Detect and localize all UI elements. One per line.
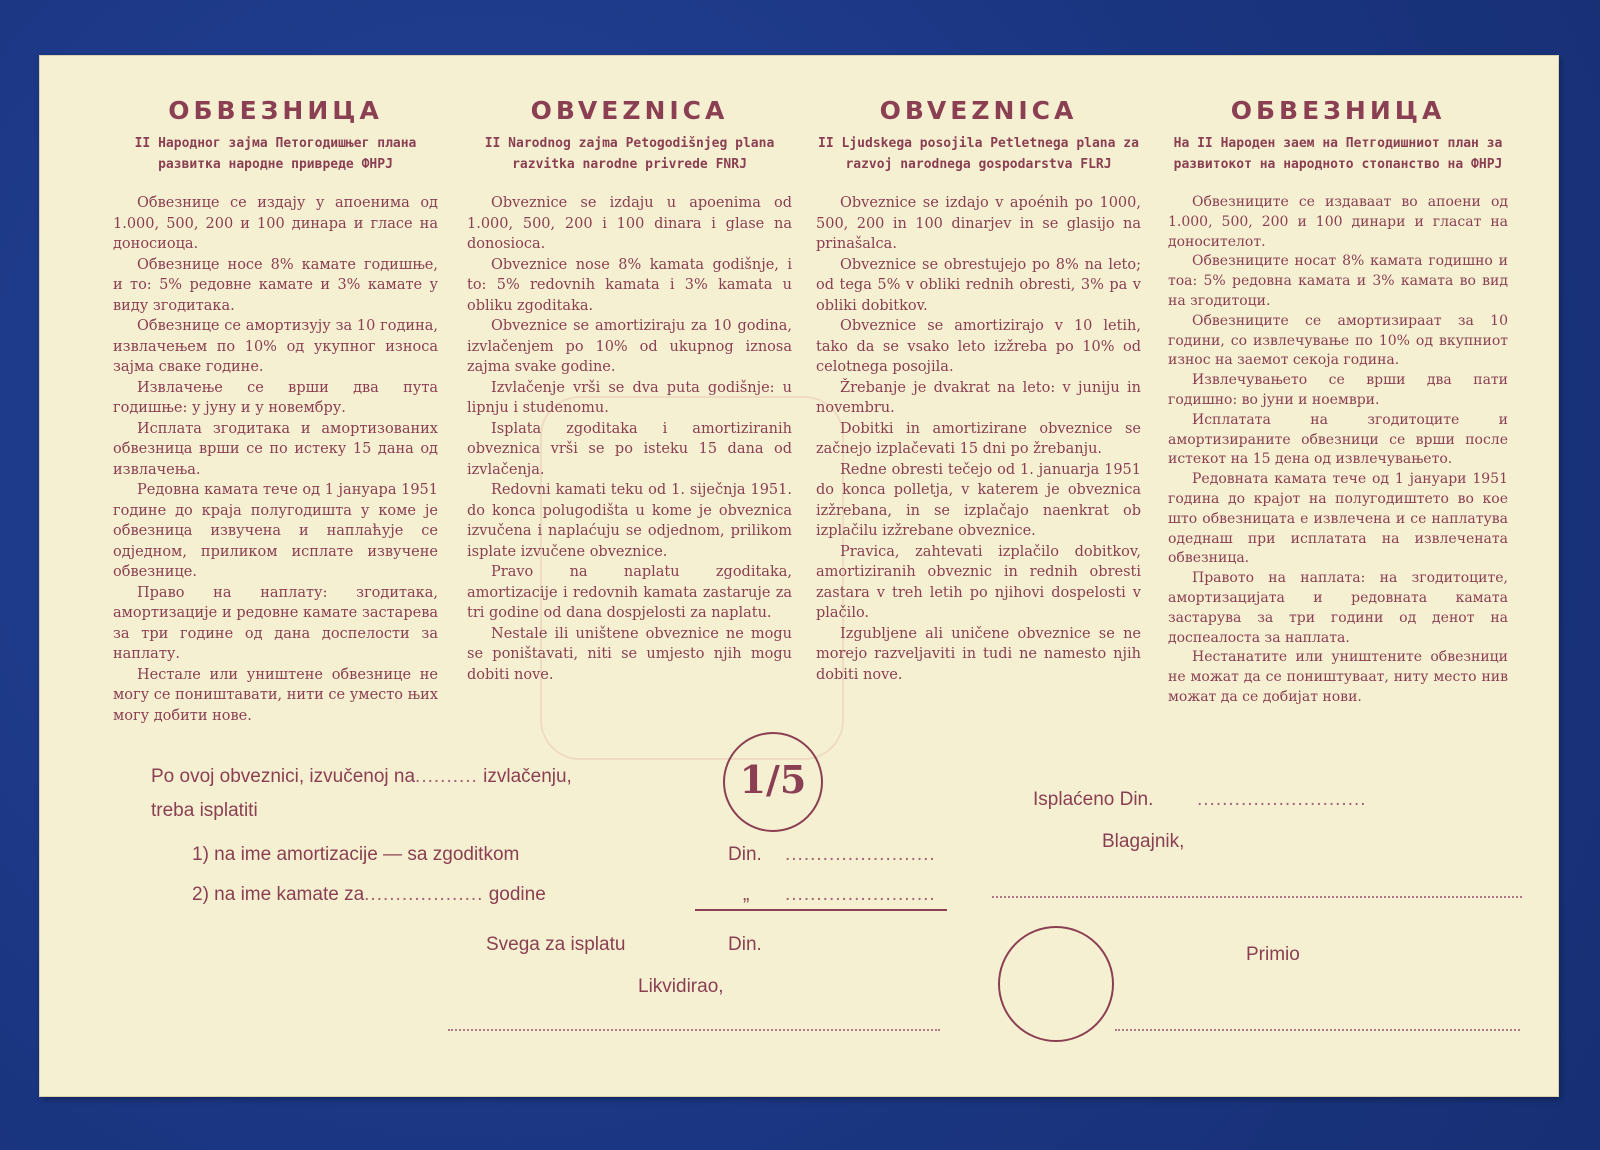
bond-sheet <box>40 56 1558 1096</box>
column-slovenian <box>816 96 1141 685</box>
paragraph: Dobitki in amortizirane obveznice se začnejo izplačevati 15 dni po žrebanju. <box>816 420 1141 457</box>
paragraph: Nestale ili uništene obveznice ne mogu se poništavati, niti se umjesto njih mogu dobiti nove. <box>467 625 792 683</box>
form-dots: ........................ <box>785 884 936 905</box>
column-subtitle: II Narodnog zajma Petogodišnjeg plana razvitka narodne privrede FNRJ <box>484 136 775 172</box>
column-title: ОБВЕЗНИЦА <box>168 96 383 125</box>
form-item-interest <box>192 884 546 906</box>
paragraph: Žrebanje je dvakrat na leto: v juniju in novembru. <box>816 379 1141 416</box>
form-cashier-label: Blagajnik, <box>1102 831 1185 852</box>
column-title: ОБВЕЗНИЦА <box>1230 96 1446 125</box>
paragraph: Izgubljene ali uničene obveznice se ne morejo razveljaviti in tudi ne namesto njih dobiti nove. <box>816 625 1141 683</box>
fraction-seal: 1/5 <box>723 732 823 832</box>
form-text: 2) na ime kamate za <box>192 884 365 905</box>
paragraph: Извлечувањето се врши два пати годишно: во јуни и ноември. <box>1168 372 1508 408</box>
paragraph: Редовна камата тече од 1 јануара 1951 године до краја полугодишта у коме је обвезница извучена и наплаћује се одједном, приликом исплате извучене обвезнице. <box>113 482 438 580</box>
form-din-label: Din. <box>728 844 762 865</box>
form-text: Po ovoj obveznici, izvučenoj na <box>151 766 416 787</box>
signature-line-cashier <box>992 896 1522 898</box>
form-din-label: Din. <box>728 934 762 955</box>
paragraph: Редовната камата тече од 1 јануари 1951 година до крајот на полугодиштето во кое што обвезницата е извлечена и се наплатува одеднаш при исплатата на извлечената обвезница. <box>1168 471 1508 567</box>
paragraph: Нестале или уништене обвезнице не могу се поништавати, нити се уместо њих могу добити нове. <box>113 666 438 724</box>
paragraph: Нестанатите или уништените обвезници не можат да се поништуваат, ниту место нив можат да се добијат нови. <box>1168 649 1508 705</box>
paragraph: Обвезнице се издају у апоенима од 1.000, 500, 200 и 100 динара и гласе на доносиоца. <box>113 195 438 252</box>
paragraph: Обвезниците се амортизираат за 10 години, со извлечување по 10% од вкупниот износ на заемот секоја година. <box>1168 312 1508 369</box>
form-line-drawing <box>151 766 572 788</box>
paragraph: Правото на наплата: на згодитоците, амортизацијата и редовната камата застарува за три години од денот на доспеалоста за наплата. <box>1168 570 1508 646</box>
paragraph: Обвезнице се амортизују за 10 година, извлачењем по 10% од укупног износа зајма сваке године. <box>113 318 438 375</box>
form-item-amortization: 1) na ime amortizacije — sa zgoditkom <box>192 844 520 865</box>
paragraph: Исплатата на згодитоците и амортизираните обвезници се врши после истекот на 15 дена од извлечувањето. <box>1168 411 1508 468</box>
paragraph: Redne obresti tečejo od 1. januarja 1951 do konca polletja, v katerem je obveznica izžrebana, in se izplačajo naenkrat ob izplačilu izžrebane obveznice. <box>816 461 1141 539</box>
form-text: izvlačenju, <box>483 766 572 787</box>
column-title: OBVEZNICA <box>530 96 729 125</box>
paragraph: Izvlačenje vrši se dva puta godišnje: u lipnju i studenomu. <box>467 379 792 416</box>
form-dots: ................... <box>364 884 484 905</box>
column-title: OBVEZNICA <box>879 96 1078 125</box>
form-dots: ........................... <box>1197 789 1367 810</box>
form-received-label: Primio <box>1246 944 1300 965</box>
column-subtitle: II Народног зајма Петогодишњег плана развитка народне привреде ФНРЈ <box>134 136 417 172</box>
signature-line-liquidated <box>448 1029 940 1031</box>
paragraph: Obveznice se obrestujejo po 8% na leto; od tega 5% v obliki rednih obresti, 3% pa v obliki dobitkov. <box>816 256 1141 314</box>
form-ditto-mark: „ <box>743 884 750 905</box>
paragraph: Обвезнице носе 8% камате годишње, и то: 5% редовне камате и 3% камате у виду згодитака. <box>113 256 438 314</box>
paragraph: Obveznice nose 8% kamata godišnje, i to: 5% redovnih kamata i 3% kamata u obliku zgoditaka. <box>467 256 792 314</box>
column-serbian <box>113 96 438 726</box>
form-paid-label: Isplaćeno Din. <box>1033 789 1154 810</box>
paragraph: Обвезниците се издаваат во апоени од 1.000, 500, 200 и 100 динари и гласат на доносителот. <box>1168 194 1508 250</box>
paragraph: Obveznice se amortizirajo v 10 letih, tako da se vsako leto izžreba po 10% od celotnega posojila. <box>816 318 1141 375</box>
paragraph: Обвезниците носат 8% камата годишно и тоа: 5% редовна камата и 3% камата во вид на згодитоци. <box>1168 253 1508 309</box>
form-total-label: Svega za isplatu <box>486 934 626 955</box>
form-dots: .......... <box>415 766 478 787</box>
paragraph: Isplata zgoditaka i amortiziranih obveznica vrši se po isteku 15 dana od izvlačenja. <box>467 420 792 478</box>
sum-line <box>695 909 947 911</box>
column-macedonian <box>1168 96 1508 708</box>
stamp-circle <box>998 926 1114 1042</box>
column-croatian <box>467 96 792 685</box>
paragraph: Redovni kamati teku od 1. siječnja 1951. do konca polugodišta u kome je obveznica izvučena i naplaćuju se odjednom, prilikom isplate izvučene obveznice. <box>467 482 792 560</box>
paragraph: Исплата згодитака и амортизованих обвезница врши се по истеку 15 дана од извлачења. <box>113 420 438 478</box>
paragraph: Obveznice se izdajo v apoénih po 1000, 500, 200 in 100 dinarjev in se glasijo na prinašalca. <box>816 195 1141 252</box>
form-line-pay: treba isplatiti <box>151 800 258 821</box>
column-subtitle: На II Народен заем на Петгодишниот план за развитокот на народното стопанство на ФНРЈ <box>1173 136 1503 172</box>
form-text: godine <box>488 884 546 905</box>
paragraph: Pravo na naplatu zgoditaka, amortizacije i redovnih kamata zastaruje za tri godine od dana dospjelosti za naplatu. <box>467 564 792 621</box>
paragraph: Pravica, zahtevati izplačilo dobitkov, amortiziranih obveznic in rednih obresti zastara v treh letih po njihovi dospelosti v plačilo. <box>816 543 1141 621</box>
form-dots: ........................ <box>785 844 936 865</box>
column-subtitle: II Ljudskega posojila Petletnega plana za razvoj narodnega gospodarstva FLRJ <box>818 136 1139 172</box>
paragraph: Obveznice se izdaju u apoenima od 1.000, 500, 200 i 100 dinara i glase na donosioca. <box>467 195 792 252</box>
paragraph: Извлачење се врши два пута годишње: у јуну и у новембру. <box>113 379 438 416</box>
signature-line-received <box>1115 1029 1520 1031</box>
form-liquidated-label: Likvidirao, <box>638 976 724 997</box>
paragraph: Право на наплату: згодитака, амортизације и редовне камате застарева за три године од дана доспелости за наплату. <box>113 584 438 662</box>
paragraph: Obveznice se amortiziraju za 10 godina, izvlačenjem po 10% od ukupnog iznosa zajma svake godine. <box>467 318 792 375</box>
